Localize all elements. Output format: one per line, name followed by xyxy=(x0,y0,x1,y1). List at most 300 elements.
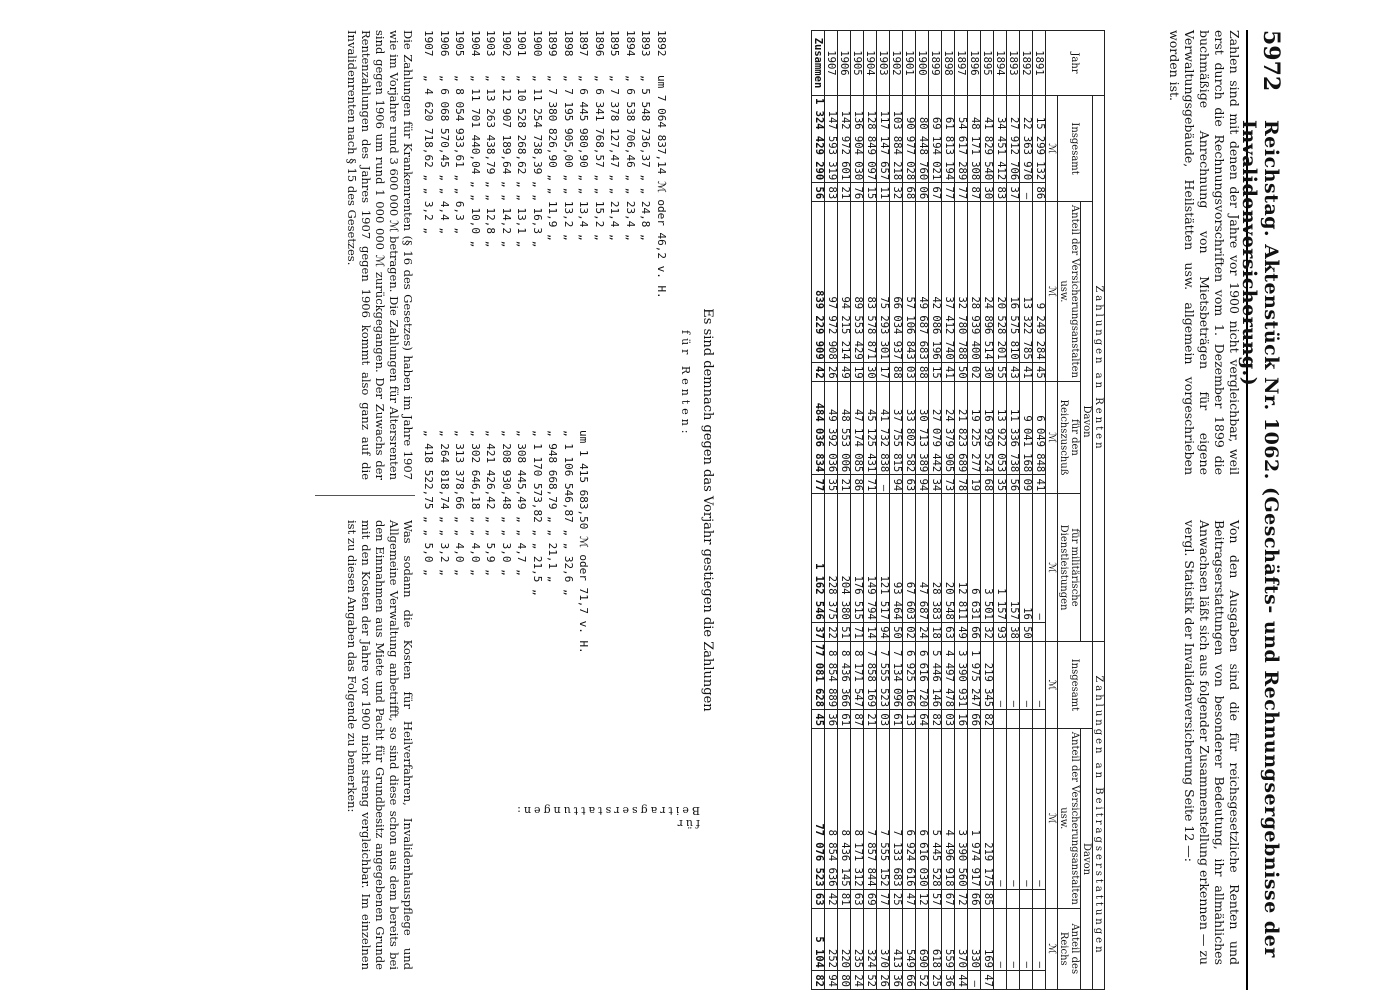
pfennig-cell xyxy=(994,710,1007,729)
col-renten-insgesamt: Insgesamt xyxy=(1058,96,1093,202)
pfennig-cell: 36 xyxy=(825,710,838,729)
pfennig-cell: 87 xyxy=(851,710,864,729)
increase-beitrag: „ 313 378,66 „ „ 4,0 „ xyxy=(453,430,467,576)
mark-cell: 324 xyxy=(864,908,877,970)
increase-renten: „ 6 068 570,45 „ „ 4,4 „ xyxy=(438,75,451,234)
mark-cell: 34 451 412 xyxy=(994,96,1007,183)
mark-cell: 549 xyxy=(903,908,916,970)
pfennig-cell: 57 xyxy=(929,889,942,908)
pfennig-cell xyxy=(994,971,1007,990)
year-cell: 1891 xyxy=(1033,31,1046,96)
mark-cell: 5 104 xyxy=(812,908,825,970)
pfennig-cell xyxy=(1020,971,1033,990)
pfennig-cell: 42 xyxy=(825,889,838,908)
year-cell: 1892 xyxy=(1020,31,1033,96)
mark-cell: 90 977 028 xyxy=(903,96,916,183)
pfennig-cell: 24 xyxy=(916,622,929,641)
mark-cell: 37 412 740 xyxy=(942,202,955,362)
pfennig-cell: 25 xyxy=(929,971,942,990)
mark-cell: 128 849 097 xyxy=(864,96,877,183)
pfennig-cell: 51 xyxy=(838,622,851,641)
increase-year: 1896 xyxy=(593,30,606,57)
pfennig-cell: 09 xyxy=(1020,475,1033,494)
pfennig-cell: 78 xyxy=(955,475,968,494)
mark-cell: 80 448 760 xyxy=(916,96,929,183)
page-title: Reichstag. Aktenstück Nr. 1062. (Geschäfts- und Rechnungsergebnisse der Invalidenversicherung.) xyxy=(1238,120,1282,958)
mark-cell: — xyxy=(1007,908,1020,970)
increase-beitrag: „ 264 818,74 „ „ 3,2 „ xyxy=(438,430,451,576)
pfennig-cell xyxy=(994,889,1007,908)
pfennig-cell: 77 xyxy=(955,183,968,202)
increase-renten: „ 6 538 706,46 „ „ 23,4 „ xyxy=(624,75,637,241)
pfennig-cell: 49 xyxy=(838,362,851,381)
pfennig-cell: 94 xyxy=(877,622,890,641)
mark-cell: 204 380 xyxy=(838,494,851,623)
pfennig-cell xyxy=(1033,889,1046,908)
mark-cell: 16 575 810 xyxy=(1007,202,1020,362)
mark-cell: — xyxy=(1020,641,1033,709)
mark-cell: 75 293 301 xyxy=(877,202,890,362)
increase-renten: um 7 064 837,14 ℳ oder 46,2 v. H. xyxy=(655,75,668,299)
increase-year: 1902 xyxy=(500,30,513,57)
mark-cell: 6 631 xyxy=(968,494,981,623)
mark-cell: — xyxy=(994,641,1007,709)
pfennig-cell xyxy=(1007,889,1020,908)
pfennig-cell: 16 xyxy=(955,710,968,729)
pfennig-cell: 52 xyxy=(916,971,929,990)
increase-year: 1906 xyxy=(438,30,451,57)
page-header xyxy=(1238,30,1292,990)
mark-cell: 5 445 528 xyxy=(929,729,942,889)
mark-cell: 6 616 720 xyxy=(916,641,929,709)
unit: ℳ xyxy=(1046,908,1058,989)
mark-cell: 47 174 085 xyxy=(851,381,864,475)
table-row xyxy=(1007,31,1020,990)
increase-beitrag: „ 421 426,42 „ „ 5,9 „ xyxy=(484,430,498,576)
pfennig-cell: 52 xyxy=(864,971,877,990)
mark-cell: 7 555 152 xyxy=(877,729,890,889)
mark-cell: 37 755 815 xyxy=(890,381,903,475)
increase-renten: „ 11 254 738,39 „ „ 16,3 „ xyxy=(531,75,544,248)
mark-cell: 8 436 145 xyxy=(838,729,851,889)
mark-cell: 20 528 201 xyxy=(994,202,1007,362)
mark-cell: 21 823 689 xyxy=(955,381,968,475)
pfennig-cell xyxy=(1033,710,1046,729)
mark-cell: 24 379 905 xyxy=(942,381,955,475)
year-cell: 1898 xyxy=(942,31,955,96)
unit: ℳ xyxy=(1046,494,1058,642)
increase-year: 1905 xyxy=(453,30,467,57)
mark-cell: 370 xyxy=(955,908,968,970)
mark-cell: 8 854 889 xyxy=(825,641,838,709)
mark-cell: 49 392 036 xyxy=(825,381,838,475)
mark-cell: — xyxy=(1033,729,1046,889)
pfennig-cell: 41 xyxy=(1020,362,1033,381)
col-jahr: Jahr xyxy=(1046,31,1105,96)
mark-cell: 30 713 389 xyxy=(916,381,929,475)
mark-cell: 1 162 546 xyxy=(812,494,825,623)
pfennig-cell: 37 xyxy=(812,622,825,641)
table-row xyxy=(851,31,864,990)
mark-cell: 83 578 871 xyxy=(864,202,877,362)
pfennig-cell: 80 xyxy=(838,971,851,990)
mark-cell: 97 972 908 xyxy=(825,202,838,362)
mark-cell: 252 xyxy=(825,908,838,970)
mark-cell: 6 924 616 xyxy=(903,729,916,889)
increase-year: 1897 xyxy=(577,30,591,57)
year-cell: 1894 xyxy=(994,31,1007,96)
mark-cell: 16 929 524 xyxy=(981,381,994,475)
pfennig-cell: 42 xyxy=(812,362,825,381)
pfennig-cell: 22 xyxy=(825,622,838,641)
increase-beitrag: „ 308 445,49 „ „ 4,7 „ xyxy=(515,430,529,576)
mark-cell: 9 041 168 xyxy=(1020,381,1033,475)
pfennig-cell: 63 xyxy=(851,889,864,908)
mark-cell: 89 553 429 xyxy=(851,202,864,362)
pfennig-cell: 21 xyxy=(838,475,851,494)
pfennig-cell: 36 xyxy=(890,971,903,990)
mark-cell: 235 xyxy=(851,908,864,970)
mark-cell: — xyxy=(994,729,1007,889)
mark-cell: 42 086 196 xyxy=(929,202,942,362)
mark-cell: 28 383 xyxy=(929,494,942,623)
mark-cell: 103 884 218 xyxy=(890,96,903,183)
year-cell: 1904 xyxy=(864,31,877,96)
pfennig-cell: 11 xyxy=(877,183,890,202)
increase-renten: „ 5 548 736,37 „ „ 24,8 „ xyxy=(639,75,653,241)
pfennig-cell: 68 xyxy=(903,183,916,202)
mark-cell: 121 517 xyxy=(877,494,890,623)
pfennig-cell: 55 xyxy=(994,362,1007,381)
pfennig-cell: 83 xyxy=(825,183,838,202)
pfennig-cell: 19 xyxy=(968,475,981,494)
mark-cell: 6 616 030 xyxy=(916,729,929,889)
renten-davon: Davon xyxy=(1081,202,1093,642)
mark-cell: 220 xyxy=(838,908,851,970)
pfennig-cell: 18 xyxy=(929,622,942,641)
subheading-beitrag: für Beitragserstattungen: xyxy=(514,804,700,830)
bottom-left-paragraph: Die Zahlungen für Krankenrenten (§ 16 des Gesetzes) haben im Jahre 1907 wie im Vorjahre rund 3 600 000 ℳ betragen. Die Zahlungen für Altersrenten sind gegen 1906 um rund 1 000 000 ℳ zurückgegangen. Der Zuwachs der Rentenzahlungen des Jahres 1907 gegen 1906 kommt also ganz auf die Invalidenrenten nach § 15 des Gesetzes. xyxy=(345,30,415,480)
increase-beitrag: „ 302 646,18 „ „ 4,0 „ xyxy=(469,430,482,576)
pfennig-cell: 50 xyxy=(955,362,968,381)
mark-cell: 5 446 146 xyxy=(929,641,942,709)
col-militaer: für militärische Dienstleistungen xyxy=(1058,494,1081,642)
pfennig-cell xyxy=(1020,710,1033,729)
table-row xyxy=(981,31,994,990)
table-row xyxy=(864,31,877,990)
mark-cell: 219 345 xyxy=(981,641,994,709)
pfennig-cell: 41 xyxy=(1033,475,1046,494)
increase-renten: „ 6 341 768,57 „ „ 15,2 „ xyxy=(593,75,606,241)
year-cell: 1907 xyxy=(825,31,838,96)
pfennig-cell: 73 xyxy=(942,475,955,494)
mark-cell: 4 496 918 xyxy=(942,729,955,889)
mark-cell: — xyxy=(1033,908,1046,970)
pfennig-cell: 34 xyxy=(929,475,942,494)
mark-cell: 7 134 096 xyxy=(890,641,903,709)
mark-cell: 15 299 132 xyxy=(1033,96,1046,183)
pfennig-cell: 56 xyxy=(812,183,825,202)
table-row xyxy=(942,31,955,990)
year-cell: 1900 xyxy=(916,31,929,96)
mark-cell: 13 922 053 xyxy=(994,381,1007,475)
mark-cell: — xyxy=(1007,729,1020,889)
table-row xyxy=(916,31,929,990)
pfennig-cell: 21 xyxy=(838,183,851,202)
mark-cell: 49 687 683 xyxy=(916,202,929,362)
pfennig-cell: 06 xyxy=(916,183,929,202)
increase-renten: „ 7 378 127,47 „ „ 21,4 „ xyxy=(608,75,622,241)
increase-renten: „ 8 054 933,61 „ „ 6,3 „ xyxy=(453,75,467,234)
total-row xyxy=(812,31,825,990)
increase-renten: „ 7 380 826,90 „ „ 11,9 „ xyxy=(546,75,560,241)
pfennig-cell: 47 xyxy=(981,971,994,990)
mark-cell: 7 555 523 xyxy=(877,641,890,709)
table-row xyxy=(825,31,838,990)
pfennig-cell: 30 xyxy=(981,362,994,381)
mark-cell: 33 802 582 xyxy=(903,381,916,475)
pfennig-cell: 43 xyxy=(1007,362,1020,381)
pfennig-cell: 82 xyxy=(981,710,994,729)
increase-year: 1900 xyxy=(531,30,544,57)
mark-cell: 8 171 547 xyxy=(851,641,864,709)
mark-cell: 66 034 937 xyxy=(890,202,903,362)
pfennig-cell: 03 xyxy=(903,362,916,381)
pfennig-cell: 32 xyxy=(981,622,994,641)
increase-renten: „ 12 907 189,64 „ „ 14,2 „ xyxy=(500,75,513,248)
page-number: 5972 xyxy=(1258,30,1284,92)
pfennig-cell: 82 xyxy=(929,710,942,729)
pfennig-cell: 26 xyxy=(877,971,890,990)
pfennig-cell: 66 xyxy=(968,889,981,908)
pfennig-cell: 61 xyxy=(838,710,851,729)
mark-cell: 6 049 848 xyxy=(1033,381,1046,475)
intro-left-paragraph: Zahlen sind mit denen der Jahre vor 1900 nicht vergleichbar, weil erst durch die Rechnungsvorschriften vom 1. Dezember 1899 die buchmäßige Anrechnung von Mietsbeträgen für eigene Verwaltungsgebäude, Heilstätten usw. allgemein vorgeschrieben worden ist. xyxy=(1167,30,1242,475)
pfennig-cell xyxy=(1020,889,1033,908)
unit: ℳ xyxy=(1046,202,1058,381)
beitrag-davon: Davon xyxy=(1081,729,1093,990)
mark-cell: 61 813 194 xyxy=(942,96,955,183)
table-row xyxy=(929,31,942,990)
increase-renten: „ 13 263 438,79 „ „ 12,8 „ xyxy=(484,75,498,248)
mark-cell: 12 811 xyxy=(955,494,968,623)
pfennig-cell xyxy=(1007,710,1020,729)
pfennig-cell: 14 xyxy=(864,622,877,641)
pfennig-cell: 87 xyxy=(968,183,981,202)
intro-right-paragraph: Von den Ausgaben sind die für reichsgesetzliche Renten und Beitragserstattungen von besonderer Bedeutung, ihr allmähliches Anwachsen läßt sich aus folgender Zusammenstellung erkennen — zu vergl. Statistik der Invalidenversicherung Seite 12 —: xyxy=(1182,520,1242,965)
unit: ℳ xyxy=(1046,729,1058,908)
pfennig-cell: 47 xyxy=(903,889,916,908)
pfennig-cell: 82 xyxy=(812,971,825,990)
increase-year: 1899 xyxy=(546,30,560,57)
pfennig-cell: 66 xyxy=(968,622,981,641)
pfennig-cell: 77 xyxy=(877,889,890,908)
increase-year: 1894 xyxy=(624,30,637,57)
mark-cell: 559 xyxy=(942,908,955,970)
mark-cell: 142 972 601 xyxy=(838,96,851,183)
pfennig-cell xyxy=(1033,622,1046,641)
table-row xyxy=(877,31,890,990)
pfennig-cell: 68 xyxy=(981,475,994,494)
pfennig-cell: 32 xyxy=(890,183,903,202)
pfennig-cell: 94 xyxy=(825,971,838,990)
pfennig-cell: 76 xyxy=(851,183,864,202)
bottom-right-paragraph: Was sodann die Kosten für Heilverfahren, Invalidenhauspflege und Allgemeine Verwaltung anbetrifft, so sind diese schon aus dem bereits bei den Einnahmen aus Miete und Pacht für Grundbesitz angegebenen Grunde mit den Kosten der Jahre vor 1900 nicht streng vergleichbar. Im einzelnen ist zu diesen Angaben das Folgende zu bemerken: xyxy=(345,520,415,970)
mark-cell: 3 390 560 xyxy=(955,729,968,889)
mark-cell: 176 515 xyxy=(851,494,864,623)
mark-cell: — xyxy=(1033,641,1046,709)
year-cell: 1896 xyxy=(968,31,981,96)
pfennig-cell: — xyxy=(1020,183,1033,202)
increase-beitrag: „ 208 930,48 „ „ 3,0 „ xyxy=(500,430,513,576)
pfennig-cell: 88 xyxy=(890,362,903,381)
pfennig-cell: 67 xyxy=(929,183,942,202)
pfennig-cell: 71 xyxy=(851,622,864,641)
pfennig-cell: 93 xyxy=(994,622,1007,641)
mark-cell: 136 904 030 xyxy=(851,96,864,183)
pfennig-cell: 38 xyxy=(1007,622,1020,641)
year-cell: 1906 xyxy=(838,31,851,96)
mark-cell: 8 436 366 xyxy=(838,641,851,709)
pfennig-cell: 86 xyxy=(851,475,864,494)
table-row xyxy=(968,31,981,990)
mark-cell: 57 106 843 xyxy=(903,202,916,362)
mark-cell: — xyxy=(1007,641,1020,709)
increase-year: 1907 xyxy=(422,30,436,57)
pfennig-cell: 45 xyxy=(1033,362,1046,381)
increase-renten: „ 10 528 268,62 „ „ 13,1 „ xyxy=(515,75,529,248)
mark-cell: 1 974 917 xyxy=(968,729,981,889)
pfennig-cell: 30 xyxy=(864,362,877,381)
table-row xyxy=(903,31,916,990)
year-cell: 1895 xyxy=(981,31,994,96)
mark-cell: 6 925 166 xyxy=(903,641,916,709)
increase-beitrag: um 1 415 683,50 ℳ oder 71,7 v. H. xyxy=(577,430,591,654)
pfennig-cell: 49 xyxy=(955,622,968,641)
pfennig-cell: 35 xyxy=(994,475,1007,494)
mark-cell: 8 171 312 xyxy=(851,729,864,889)
mark-cell: 47 687 xyxy=(916,494,929,623)
unit: ℳ xyxy=(1046,381,1058,494)
pfennig-cell xyxy=(1007,971,1020,990)
mark-cell: 28 939 400 xyxy=(968,202,981,362)
pfennig-cell: 26 xyxy=(825,362,838,381)
pfennig-cell: 85 xyxy=(981,889,994,908)
mark-cell: 149 794 xyxy=(864,494,877,623)
increase-year: 1904 xyxy=(469,30,482,57)
mark-cell: 67 603 xyxy=(903,494,916,623)
col-beitrag-anteil-vers: Anteil der Versicherungsanstalten usw. xyxy=(1058,729,1081,908)
pfennig-cell: 50 xyxy=(1020,622,1033,641)
mark-cell: 7 133 683 xyxy=(890,729,903,889)
pfennig-cell: 66 xyxy=(968,710,981,729)
increase-year: 1901 xyxy=(515,30,529,57)
pfennig-cell: 63 xyxy=(942,622,955,641)
pfennig-cell: 13 xyxy=(903,710,916,729)
mark-cell: 48 171 308 xyxy=(968,96,981,183)
pfennig-cell: 94 xyxy=(916,475,929,494)
pfennig-cell: 02 xyxy=(968,362,981,381)
year-cell: 1901 xyxy=(903,31,916,96)
mark-cell: 1 975 247 xyxy=(968,641,981,709)
mark-cell: 94 215 214 xyxy=(838,202,851,362)
pfennig-cell: 81 xyxy=(838,889,851,908)
mark-cell: 11 336 738 xyxy=(1007,381,1020,475)
increase-renten: „ 7 195 905,00 „ „ 13,2 „ xyxy=(562,75,575,241)
pfennig-cell: 17 xyxy=(877,362,890,381)
col-reichszuschuss: für den Reichszuschuß xyxy=(1058,381,1081,494)
mark-cell: 20 548 xyxy=(942,494,955,623)
increase-beitrag: „ 418 522,75 „ „ 5,0 „ xyxy=(422,430,436,576)
increase-year: 1898 xyxy=(562,30,575,57)
group-renten: Zahlungen an Renten xyxy=(1093,96,1105,642)
mark-cell: 370 xyxy=(877,908,890,970)
pfennig-cell: 50 xyxy=(890,622,903,641)
increase-year: 1895 xyxy=(608,30,622,57)
mark-cell: 16 xyxy=(1020,494,1033,623)
mark-cell: 618 xyxy=(929,908,942,970)
mark-cell: 32 780 788 xyxy=(955,202,968,362)
mark-cell: — xyxy=(1033,494,1046,623)
mark-cell: 77 076 523 xyxy=(812,729,825,889)
pfennig-cell: 94 xyxy=(890,475,903,494)
mark-cell: 9 249 284 xyxy=(1033,202,1046,362)
pfennig-cell: 83 xyxy=(994,183,1007,202)
pfennig-cell: 41 xyxy=(942,362,955,381)
table-row xyxy=(1020,31,1033,990)
mark-cell: 41 829 540 xyxy=(981,96,994,183)
mark-cell: 228 375 xyxy=(825,494,838,623)
mark-cell: 45 125 431 xyxy=(864,381,877,475)
table-body xyxy=(812,31,1046,990)
pfennig-cell: 44 xyxy=(955,971,968,990)
mark-cell: 219 175 xyxy=(981,729,994,889)
pfennig-cell xyxy=(1033,971,1046,990)
mark-cell: 41 732 838 xyxy=(877,381,890,475)
unit: ℳ xyxy=(1046,96,1058,202)
pfennig-cell: 56 xyxy=(1007,475,1020,494)
increase-year: 1893 xyxy=(639,30,653,57)
pfennig-cell: 35 xyxy=(825,475,838,494)
pfennig-cell: 30 xyxy=(981,183,994,202)
pfennig-cell: 36 xyxy=(942,971,955,990)
group-beitrag: Zahlungen an Beitragserstattungen xyxy=(1093,641,1105,989)
pfennig-cell: 77 xyxy=(942,183,955,202)
mark-cell: 7 858 169 xyxy=(864,641,877,709)
pfennig-cell: 72 xyxy=(955,889,968,908)
subheading-renten: für Renten: xyxy=(679,330,692,438)
mark-cell: 3 390 931 xyxy=(955,641,968,709)
increase-renten: „ 11 701 440,04 „ „ 10,0 „ xyxy=(469,75,482,248)
increase-year: 1903 xyxy=(484,30,498,57)
pfennig-cell: 24 xyxy=(851,971,864,990)
increase-renten: „ 4 620 718,62 „ „ 3,2 „ xyxy=(422,75,436,234)
pfennig-cell: 45 xyxy=(812,710,825,729)
section-title: Es sind demnach gegen das Vorjahr gestiegen die Zahlungen xyxy=(700,308,715,712)
mark-cell: 4 497 478 xyxy=(942,641,955,709)
mark-cell: — xyxy=(1020,729,1033,889)
pfennig-cell: — xyxy=(968,971,981,990)
pfennig-cell: 02 xyxy=(903,622,916,641)
mark-cell: 147 593 319 xyxy=(825,96,838,183)
pfennig-cell: 66 xyxy=(903,971,916,990)
mark-cell: 484 036 834 xyxy=(812,381,825,475)
mark-cell: 1 324 429 290 xyxy=(812,96,825,183)
mark-cell: 3 501 xyxy=(981,494,994,623)
mark-cell: 27 079 442 xyxy=(929,381,942,475)
pfennig-cell: 67 xyxy=(942,889,955,908)
pfennig-cell: 03 xyxy=(942,710,955,729)
